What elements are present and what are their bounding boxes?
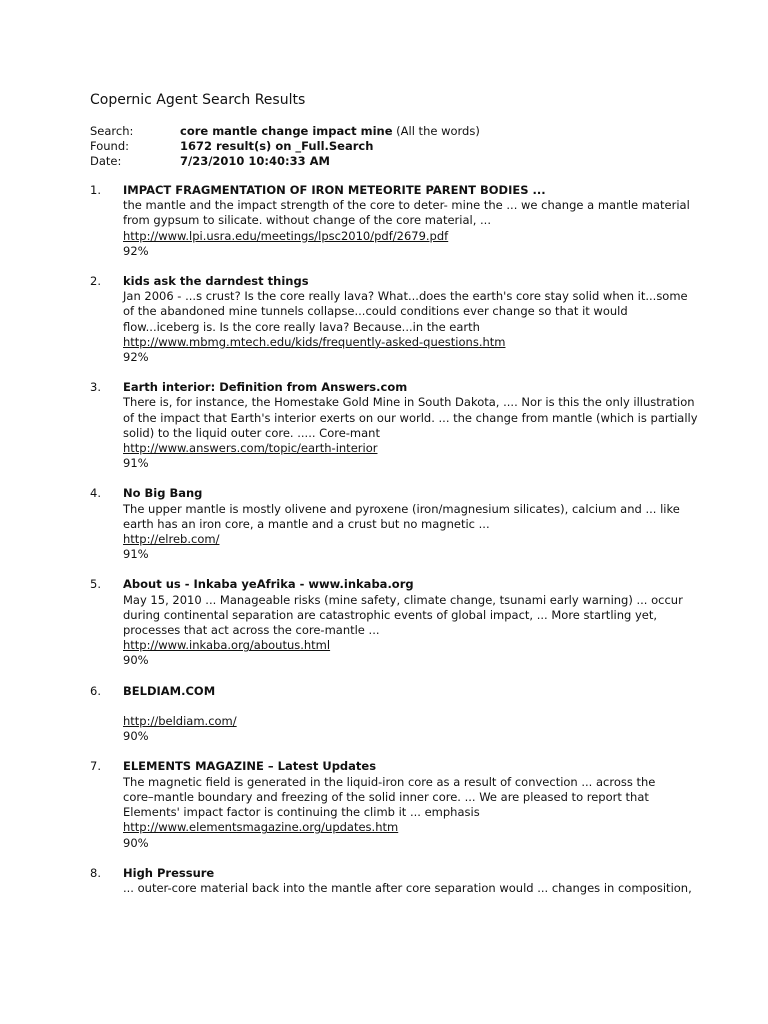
result-title: IMPACT FRAGMENTATION OF IRON METEORITE PARENT BODIES ... (123, 183, 546, 197)
snippet-blank-line (123, 699, 683, 714)
snippet-line: of the abandoned mine tunnels collapse...could conditions ever change so that it would (123, 304, 628, 319)
result-title: ELEMENTS MAGAZINE – Latest Updates (123, 759, 377, 774)
result-number: 6. (90, 683, 101, 698)
snippet-line: from gypsum to silicate. without change of the core material, ... (123, 213, 491, 228)
result-number: 8. (90, 865, 101, 880)
found-value: 1672 result(s) on _Full.Search (180, 139, 374, 153)
date-stamp (180, 154, 330, 169)
result-snippet (123, 775, 683, 821)
snippet-line: May 15, 2010 ... Manageable risks (mine safety, climate change, tsunami early warning) ... occur (123, 592, 683, 607)
result-item (90, 759, 690, 850)
result-item (90, 684, 690, 745)
result-body (123, 759, 683, 850)
result-number: 4. (90, 486, 101, 501)
result-item (90, 577, 690, 668)
result-title: kids ask the darndest things (123, 274, 309, 289)
relevance-score: 92% (123, 350, 149, 365)
result-snippet (123, 699, 683, 714)
result-item (90, 274, 690, 365)
search-terms: core mantle change impact mine (180, 124, 393, 138)
result-snippet (123, 289, 688, 335)
search-label: Search: (90, 124, 134, 138)
result-body (123, 684, 683, 745)
snippet-line: There is, for instance, the Homestake Gold Mine in South Dakota, .... Nor is this the only illustration (123, 395, 695, 410)
results-list (90, 183, 698, 911)
relevance-score: 90% (123, 835, 149, 850)
result-number: 1. (90, 183, 101, 197)
snippet-line: during continental separation are catastrophic events of global impact, ... More startling yet, (123, 607, 657, 622)
result-item (90, 486, 690, 562)
relevance-score: 91% (123, 547, 149, 562)
result-body (123, 486, 683, 562)
result-snippet (123, 880, 692, 896)
snippet-line: processes that act across the core-mantle ... (123, 623, 380, 638)
found-label: Found: (90, 139, 129, 153)
search-mode: (All the words) (396, 124, 480, 138)
result-body (123, 577, 683, 668)
relevance-score: 92% (123, 243, 149, 258)
snippet-line: of the impact that Earth's interior exerts on our world. ... the change from mantle (which is partially (123, 410, 698, 425)
result-url-link[interactable]: http://beldiam.com/ (123, 714, 237, 729)
search-summary (90, 124, 690, 169)
result-body (123, 865, 692, 896)
date-row (90, 154, 690, 169)
result-url-link[interactable]: http://www.inkaba.org/aboutus.html (123, 638, 331, 653)
result-item (90, 183, 690, 259)
snippet-line: ... outer-core material back into the mantle after core separation would ... changes in composition, (123, 880, 692, 895)
snippet-line: earth has an iron core, a mantle and a crust but no magnetic ... (123, 516, 490, 531)
result-title: About us - Inkaba yeAfrika - www.inkaba.org (123, 577, 414, 592)
snippet-line: core–mantle boundary and freezing of the solid inner core. ... We are pleased to report that (123, 789, 649, 804)
snippet-line: Jan 2006 - ...s crust? Is the core really lava? What...does the earth's core stay solid when it...some (123, 289, 688, 304)
snippet-line: The upper mantle is mostly olivene and pyroxene (iron/magnesium silicates), calcium and ... like (123, 501, 680, 516)
snippet-line: flow...iceberg is. Is the core really lava? Because...in the earth (123, 319, 480, 334)
result-number: 7. (90, 759, 101, 774)
result-body (123, 380, 698, 471)
found-row (90, 139, 690, 154)
result-title: Earth interior: Definition from Answers.com (123, 380, 408, 395)
result-title: No Big Bang (123, 486, 203, 501)
date-label: Date: (90, 154, 122, 168)
result-number: 2. (90, 274, 101, 289)
snippet-line: solid) to the liquid outer core. ..... Core-mant (123, 425, 380, 440)
result-body (123, 183, 690, 259)
result-snippet (123, 502, 683, 532)
page-title: Copernic Agent Search Results (90, 92, 306, 108)
result-url-link[interactable]: http://www.elementsmagazine.org/updates.htm (123, 820, 399, 835)
snippet-line: Elements' impact factor is continuing the climb it ... emphasis (123, 805, 480, 820)
result-snippet (123, 395, 698, 441)
result-url-link[interactable]: http://www.answers.com/topic/earth-interior (123, 441, 378, 456)
result-number: 5. (90, 577, 101, 592)
result-url-link[interactable]: http://www.lpi.usra.edu/meetings/lpsc2010/pdf/2679.pdf (123, 228, 449, 243)
relevance-score: 91% (123, 456, 149, 471)
snippet-line: the mantle and the impact strength of the core to deter- mine the ... we change a mantle material (123, 198, 690, 213)
search-row (90, 124, 690, 139)
result-title: High Pressure (123, 865, 215, 880)
snippet-line: The magnetic field is generated in the liquid-iron core as a result of convection ... across the (123, 774, 656, 789)
relevance-score: 90% (123, 729, 149, 744)
result-number: 3. (90, 380, 101, 395)
result-snippet (123, 198, 690, 228)
found-count (180, 139, 373, 154)
relevance-score: 90% (123, 653, 149, 668)
result-title: BELDIAM.COM (123, 683, 216, 698)
result-url-link[interactable]: http://elreb.com/ (123, 532, 220, 547)
result-item (90, 380, 698, 471)
result-item (90, 866, 690, 896)
date-value: 7/23/2010 10:40:33 AM (180, 154, 330, 168)
result-snippet (123, 593, 683, 639)
result-url-link[interactable]: http://www.mbmg.mtech.edu/kids/frequently-asked-questions.htm (123, 334, 506, 349)
result-body (123, 274, 688, 365)
search-query (180, 124, 480, 139)
